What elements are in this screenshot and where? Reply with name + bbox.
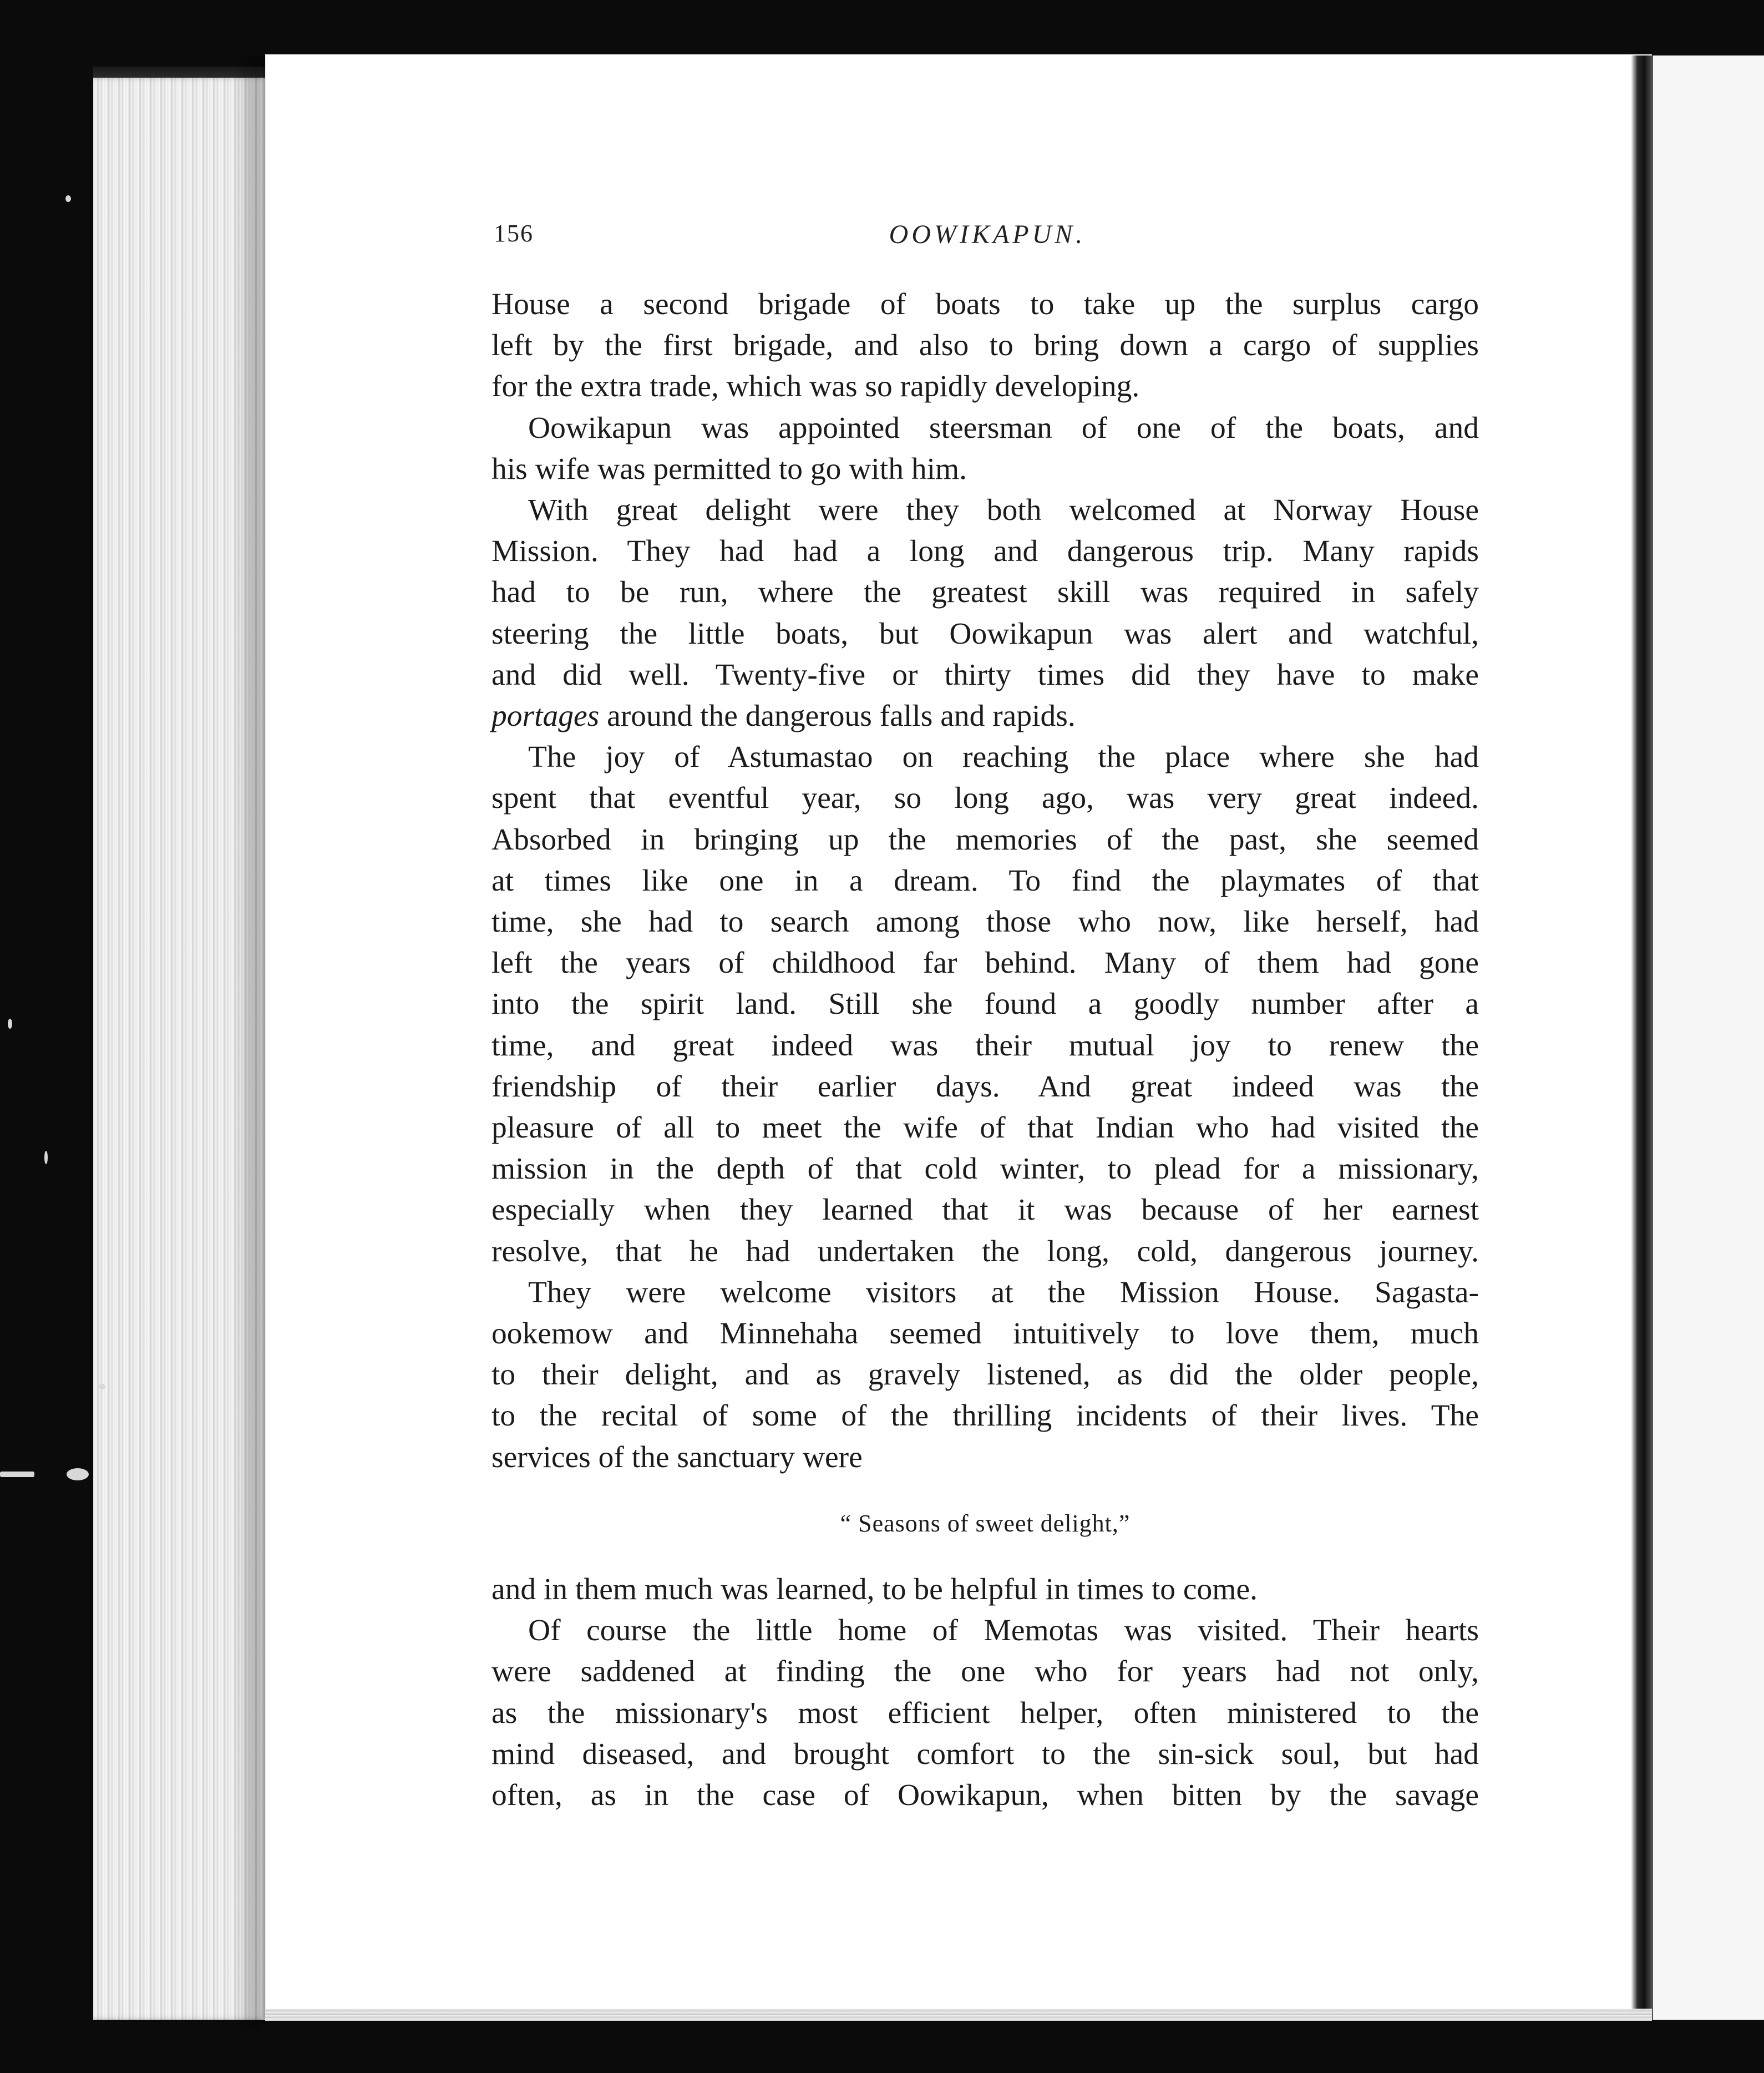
text-line: House a second brigade of boats to take up the surplus cargo	[491, 287, 1479, 321]
text-line: They were welcome visitors at the Mission House. Sagasta-	[528, 1275, 1479, 1309]
scan-specks	[0, 0, 111, 2073]
text-line: Absorbed in bringing up the memories of the past, she seemed	[491, 822, 1479, 857]
text-line: were saddened at finding the one who for years had not only,	[491, 1655, 1479, 1689]
text-line: mind diseased, and brought comfort to the sin-sick soul, but had	[491, 1737, 1479, 1771]
text-fragment: around the dangerous falls and rapids.	[599, 699, 1076, 734]
facing-page-sliver	[1653, 55, 1764, 2020]
text-line: mission in the depth of that cold winter, to plead for a missionary,	[491, 1152, 1479, 1186]
text-line: friendship of their earlier days. And great indeed was the	[491, 1069, 1479, 1104]
text-line: services of the sanctuary were	[491, 1440, 863, 1474]
text-line: left by the first brigade, and also to bring down a cargo of supplies	[491, 328, 1479, 363]
running-title: OOWIKAPUN.	[889, 220, 1086, 249]
text-line: into the spirit land. Still she found a goodly number after a	[491, 987, 1479, 1022]
text-line: at times like one in a dream. To find the playmates of that	[491, 863, 1479, 898]
gutter-shadow	[233, 55, 266, 2031]
text-line: especially when they learned that it was because of her earnest	[491, 1193, 1479, 1227]
text-line: Of course the little home of Memotas was visited. Their hearts	[528, 1614, 1479, 1648]
text-line: as the missionary's most efficient helper, often ministered to the	[491, 1696, 1479, 1730]
text-line: to their delight, and as gravely listened, as did the older people,	[491, 1358, 1479, 1392]
book-spine-edge	[1631, 55, 1653, 2020]
text-line: and did well. Twenty-five or thirty times did they have to make	[491, 658, 1479, 692]
text-line: for the extra trade, which was so rapidly developing.	[491, 370, 1140, 404]
text-line: Mission. They had had a long and dangerous trip. Many rapids	[491, 534, 1479, 569]
text-line	[491, 696, 1479, 737]
text-line: pleasure of all to meet the wife of that Indian who had visited the	[491, 1111, 1479, 1145]
body-text	[491, 284, 1479, 1816]
text-line: resolve, that he had undertaken the long, cold, dangerous journey.	[491, 1234, 1479, 1268]
text-line: time, she had to search among those who now, like herself, had	[491, 905, 1479, 939]
book-bottom-edge	[265, 2009, 1652, 2021]
text-line: spent that eventful year, so long ago, was very great indeed.	[491, 781, 1479, 816]
text-line: ookemow and Minnehaha seemed intuitively to love them, much	[491, 1317, 1479, 1351]
text-line: often, as in the case of Oowikapun, when bitten by the savage	[491, 1778, 1479, 1812]
page-number: 156	[494, 220, 534, 247]
text-line: With great delight were they both welcomed at Norway House	[528, 493, 1479, 528]
text-line: The joy of Astumastao on reaching the place where she had	[528, 740, 1479, 775]
block-quote: “ Seasons of sweet delight,”	[840, 1509, 1131, 1537]
text-line: steering the little boats, but Oowikapun was alert and watchful,	[491, 616, 1479, 651]
text-line: to the recital of some of the thrilling incidents of their lives. The	[491, 1399, 1479, 1433]
text-line: time, and great indeed was their mutual joy to renew the	[491, 1028, 1479, 1063]
text-line: his wife was permitted to go with him.	[491, 452, 967, 486]
italic-word: portages	[491, 699, 600, 734]
text-line: Oowikapun was appointed steersman of one of the boats, and	[528, 411, 1479, 445]
page-header	[494, 219, 1481, 252]
text-line: left the years of childhood far behind. Many of them had gone	[491, 946, 1479, 980]
text-line: had to be run, where the greatest skill was required in safely	[491, 575, 1479, 610]
text-line: and in them much was learned, to be helpful in times to come.	[491, 1572, 1258, 1606]
